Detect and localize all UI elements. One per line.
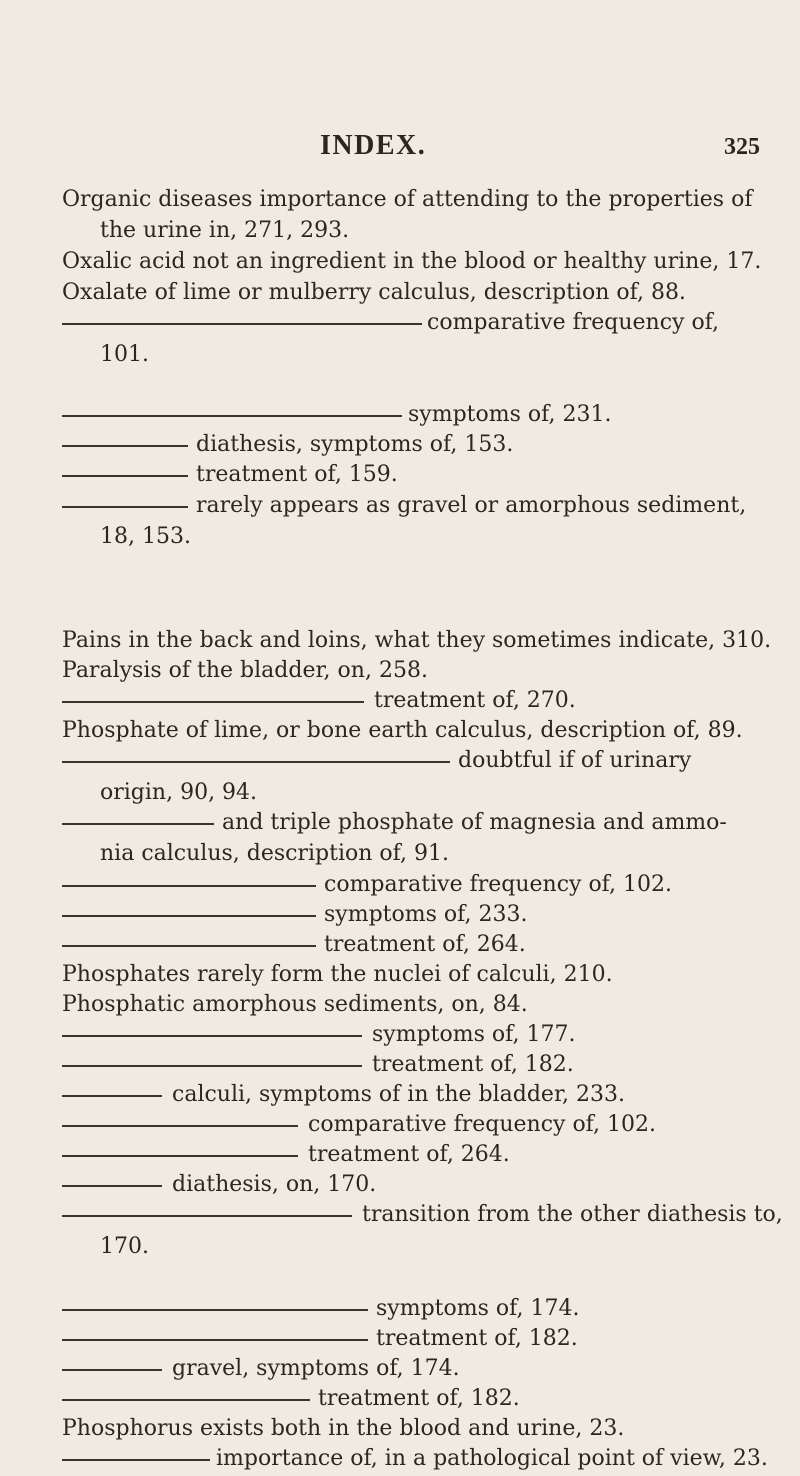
index-subentry: importance of, in a pathological point of view, 23. — [62, 1442, 782, 1476]
index-entry: Phosphates rarely form the nuclei of calculi, 210. — [62, 962, 613, 987]
index-subentry: treatment of, 182. — [62, 1048, 782, 1082]
index-entry: Phosphorus exists both in the blood and urine, 23. — [62, 1416, 625, 1441]
index-subentry: calculi, symptoms of in the bladder, 233. — [62, 1078, 782, 1112]
index-subentry: comparative frequency of, 102. — [62, 868, 782, 902]
index-entry-continuation: the urine in, 271, 293. — [100, 218, 350, 243]
index-subentry: symptoms of, 233. — [62, 898, 782, 932]
index-entry-continuation: nia calculus, description of, 91. — [100, 841, 449, 866]
index-entry: Phosphatic amorphous sediments, on, 84. — [62, 992, 528, 1017]
index-subentry: gravel, symptoms of, 174. — [62, 1352, 782, 1386]
index-subentry: and triple phosphate of magnesia and ammo- — [62, 806, 782, 840]
page-title: INDEX. — [320, 130, 427, 161]
index-subentry: diathesis, on, 170. — [62, 1168, 782, 1202]
index-subentry: treatment of, 182. — [62, 1322, 782, 1356]
index-subentry: treatment of, 264. — [62, 1138, 782, 1172]
index-entry-continuation: 170. — [100, 1234, 149, 1259]
index-subentry: diathesis, symptoms of, 153. — [62, 428, 752, 462]
index-entry-continuation: 18, 153. — [100, 524, 191, 549]
index-subentry: treatment of, 159. — [62, 458, 752, 492]
index-subentry: treatment of, 270. — [62, 684, 752, 718]
index-entry: Oxalic acid not an ingredient in the blood or healthy urine, 17. — [62, 249, 762, 274]
index-subentry: rarely appears as gravel or amorphous sediment, — [62, 489, 782, 523]
index-subentry: symptoms of, 174. — [62, 1292, 782, 1326]
index-subentry: treatment of, 264. — [62, 928, 782, 962]
index-subentry: symptoms of, 177. — [62, 1018, 782, 1052]
index-entry: Organic diseases importance of attending to the properties of — [62, 187, 753, 212]
index-entry: Pains in the back and loins, what they sometimes indicate, 310. — [62, 628, 772, 653]
index-subentry: doubtful if of urinary — [62, 744, 782, 778]
index-subentry: comparative frequency of, 102. — [62, 1108, 782, 1142]
index-subentry: transition from the other diathesis to, — [62, 1198, 782, 1232]
index-entry: Oxalate of lime or mulberry calculus, description of, 88. — [62, 280, 686, 305]
index-entry: Phosphate of lime, or bone earth calculus, description of, 89. — [62, 718, 743, 743]
index-subentry: comparative frequency of, — [62, 306, 752, 340]
index-entry-continuation: 101. — [100, 342, 149, 367]
index-subentry: symptoms of, 231. — [62, 398, 752, 432]
index-subentry: treatment of, 182. — [62, 1382, 782, 1416]
page-number: 325 — [724, 134, 760, 160]
index-entry-continuation: origin, 90, 94. — [100, 780, 258, 805]
index-entry: Paralysis of the bladder, on, 258. — [62, 658, 428, 683]
